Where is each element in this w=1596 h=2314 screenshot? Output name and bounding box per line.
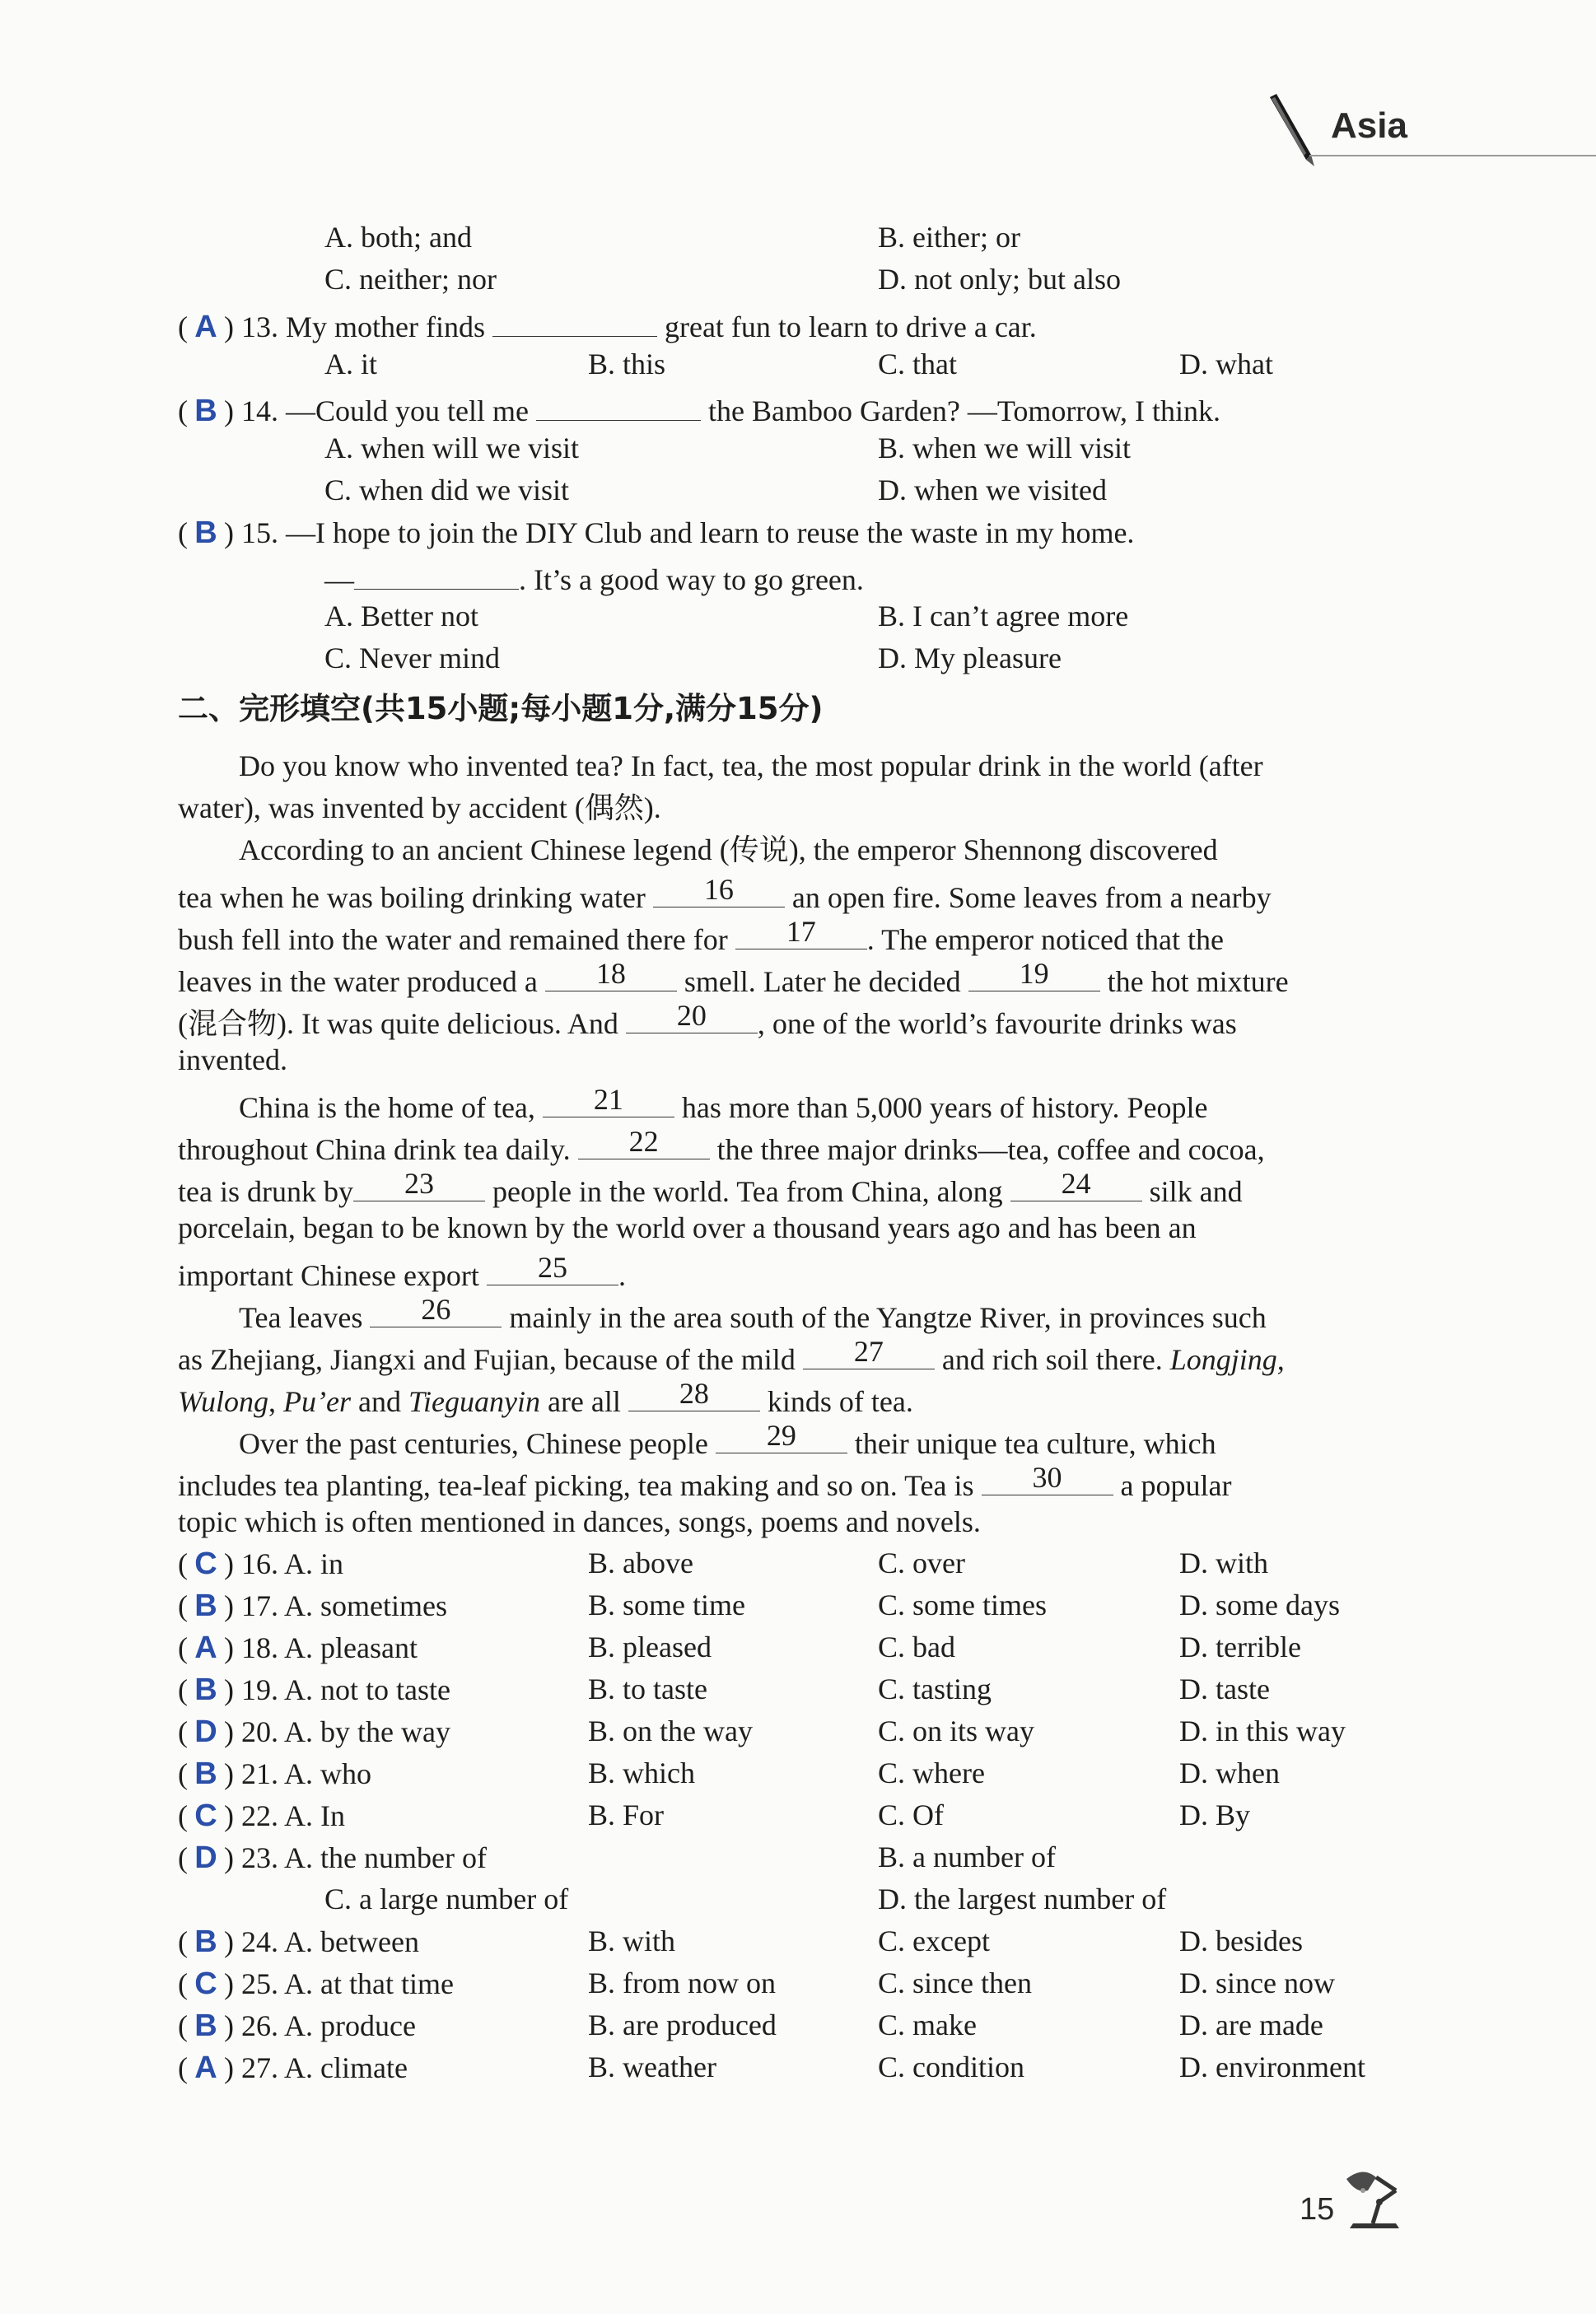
answer-mark: B	[194, 394, 217, 428]
q15-option-b: B. I can’t agree more	[878, 599, 1129, 632]
pen-icon	[1260, 91, 1334, 173]
cloze-blank: 26	[370, 1297, 502, 1327]
cloze-blank: 22	[578, 1129, 710, 1159]
cloze-blank: 28	[628, 1381, 760, 1411]
cloze-blank: 29	[716, 1423, 847, 1453]
cloze-option-a: A. produce	[284, 2009, 416, 2042]
q14-option-d: D. when we visited	[878, 474, 1107, 506]
passage-line: leaves in the water produced a 18 smell. Later he decided 19 the hot mixture	[178, 957, 1289, 998]
cloze-blank: 18	[545, 961, 677, 991]
answer-mark: D	[194, 1840, 217, 1875]
answer-mark: D	[194, 1715, 217, 1749]
cloze-option-c: C. on its way	[878, 1715, 1035, 1747]
cloze-blank: 25	[487, 1255, 618, 1285]
cloze-option-b: B. are produced	[588, 2008, 777, 2041]
question-14: ( B ) 14. —Could you tell me the Bamboo Garden? —Tomorrow, I think.	[178, 390, 1220, 427]
cloze-option-d: D. By	[1179, 1798, 1251, 1831]
section-title: 二、完形填空(共15小题;每小题1分,满分15分)	[178, 691, 824, 726]
answer-mark: C	[194, 1547, 217, 1581]
cloze-option-d: D. are made	[1179, 2008, 1323, 2041]
cloze-blank: 27	[803, 1339, 935, 1369]
passage-line: as Zhejiang, Jiangxi and Fujian, because of the mild 27 and rich soil there. Longjing,	[178, 1335, 1285, 1376]
cloze-question-23: ( D ) 23. A. the number of	[178, 1840, 487, 1875]
passage-line: water), was invented by accident (偶然).	[178, 791, 661, 824]
q14-option-b: B. when we will visit	[878, 432, 1131, 464]
answer-mark: C	[194, 1798, 217, 1833]
cloze-option-c: C. since then	[878, 1966, 1032, 1999]
cloze-option-b: B. some time	[588, 1589, 745, 1621]
cloze-option-d: D. besides	[1179, 1924, 1303, 1957]
passage-line: tea is drunk by 23 people in the world. Tea from China, along 24 silk and	[178, 1167, 1243, 1208]
q14-option-c: C. when did we visit	[324, 474, 569, 506]
passage-line: important Chinese export 25 .	[178, 1251, 626, 1292]
cloze-option-b: B. For	[588, 1798, 665, 1831]
cloze-option-a: A. In	[284, 1799, 346, 1832]
cloze-question-19: ( B ) 19. A. not to taste	[178, 1673, 450, 1707]
q13-option-a: A. it	[324, 348, 378, 380]
passage-line: China is the home of tea, 21 has more than 5,000 years of history. People	[239, 1083, 1208, 1124]
cloze-option-b: B. a number of	[878, 1840, 1056, 1873]
header-rule	[1309, 155, 1596, 156]
answer-mark: A	[194, 1631, 217, 1665]
q13-option-d: D. what	[1179, 348, 1273, 380]
passage-line: porcelain, began to be known by the world over a thousand years ago and has been an	[178, 1211, 1197, 1244]
q14-option-a: A. when will we visit	[324, 432, 579, 464]
q13-option-b: B. this	[588, 348, 666, 380]
question-15-line2: — . It’s a good way to go green.	[324, 559, 864, 595]
cloze-option-a: A. pleasant	[284, 1631, 418, 1664]
cloze-option-c: C. condition	[878, 2050, 1024, 2083]
cloze-question-21: ( B ) 21. A. who	[178, 1756, 372, 1791]
question-13: ( A ) 13. My mother finds great fun to learn to drive a car.	[178, 306, 1037, 343]
passage-line: According to an ancient Chinese legend (传说), the emperor Shennong discovered	[239, 833, 1218, 866]
cloze-question-26: ( B ) 26. A. produce	[178, 2008, 416, 2043]
passage-line: throughout China drink tea daily. 22 the three major drinks—tea, coffee and cocoa,	[178, 1125, 1265, 1166]
cloze-option-b: B. to taste	[588, 1673, 707, 1705]
q12-option-d: D. not only; but also	[878, 263, 1121, 296]
desk-lamp-icon	[1338, 2166, 1412, 2232]
cloze-option-d: D. since now	[1179, 1966, 1335, 1999]
cloze-blank: 17	[735, 919, 867, 949]
q15-option-a: A. Better not	[324, 599, 478, 632]
cloze-option-b: B. weather	[588, 2050, 716, 2083]
answer-mark: B	[194, 1756, 217, 1791]
cloze-option-a: A. between	[284, 1925, 419, 1958]
cloze-option-a: A. by the way	[284, 1715, 450, 1748]
answer-mark: B	[194, 1673, 217, 1707]
answer-blank	[492, 306, 657, 337]
answer-mark: B	[194, 1589, 217, 1623]
cloze-option-d: D. taste	[1179, 1673, 1270, 1705]
cloze-option-c: C. make	[878, 2008, 977, 2041]
cloze-option-a: A. sometimes	[284, 1589, 447, 1622]
cloze-option-d: D. with	[1179, 1547, 1268, 1579]
cloze-question-22: ( C ) 22. A. In	[178, 1798, 346, 1833]
cloze-question-16: ( C ) 16. A. in	[178, 1547, 344, 1581]
passage-line: tea when he was boiling drinking water 16 an open fire. Some leaves from a nearby	[178, 873, 1272, 914]
page-number: 15	[1300, 2192, 1335, 2227]
cloze-blank: 24	[1010, 1171, 1142, 1201]
cloze-option-b: B. above	[588, 1547, 693, 1579]
cloze-option-b: B. on the way	[588, 1715, 753, 1747]
cloze-option-c: C. Of	[878, 1798, 944, 1831]
answer-mark: B	[194, 1924, 217, 1959]
answer-mark: C	[194, 1966, 217, 2001]
cloze-blank: 30	[982, 1465, 1113, 1495]
unit-title: Asia	[1331, 105, 1407, 146]
answer-mark: B	[194, 516, 217, 550]
cloze-option-b: B. with	[588, 1924, 676, 1957]
cloze-option-c: C. where	[878, 1756, 985, 1789]
passage-line: includes tea planting, tea-leaf picking, tea making and so on. Tea is 30 a popular	[178, 1461, 1232, 1502]
passage-line: bush fell into the water and remained there for 17 . The emperor noticed that the	[178, 915, 1224, 956]
cloze-option-b: B. pleased	[588, 1631, 712, 1663]
cloze-blank: 23	[353, 1171, 485, 1201]
passage-line: Wulong, Pu’er and Tieguanyin are all 28 kinds of tea.	[178, 1377, 913, 1418]
cloze-question-17: ( B ) 17. A. sometimes	[178, 1589, 447, 1623]
answer-blank	[536, 390, 701, 421]
cloze-option-a: A. the number of	[284, 1841, 487, 1874]
question-15: ( B ) 15. —I hope to join the DIY Club and learn to reuse the waste in my home.	[178, 516, 1135, 550]
cloze-option-a: A. climate	[284, 2051, 408, 2084]
passage-line: topic which is often mentioned in dances, songs, poems and novels.	[178, 1505, 981, 1538]
cloze-option-c: C. except	[878, 1924, 990, 1957]
cloze-option-c: C. bad	[878, 1631, 955, 1663]
cloze-option-c: C. some times	[878, 1589, 1047, 1621]
cloze-option-a: A. not to taste	[284, 1673, 450, 1706]
passage-line: invented.	[178, 1043, 287, 1076]
q12-option-c: C. neither; nor	[324, 263, 497, 296]
cloze-option-d: D. terrible	[1179, 1631, 1301, 1663]
cloze-option-d: D. in this way	[1179, 1715, 1346, 1747]
passage-line: Over the past centuries, Chinese people 29 their unique tea culture, which	[239, 1419, 1216, 1460]
cloze-question-20: ( D ) 20. A. by the way	[178, 1715, 450, 1749]
passage-line: (混合物). It was quite delicious. And 20 , one of the world’s favourite drinks was	[178, 999, 1237, 1040]
cloze-question-27: ( A ) 27. A. climate	[178, 2050, 408, 2085]
q12-option-a: A. both; and	[324, 221, 472, 254]
passage-line: Tea leaves 26 mainly in the area south of the Yangtze River, in provinces such	[239, 1293, 1267, 1334]
cloze-option-a: A. at that time	[284, 1967, 454, 2000]
passage-line: Do you know who invented tea? In fact, tea, the most popular drink in the world (after	[239, 749, 1263, 782]
cloze-option-c: C. tasting	[878, 1673, 992, 1705]
cloze-blank: 16	[653, 877, 785, 907]
cloze-question-18: ( A ) 18. A. pleasant	[178, 1631, 418, 1665]
q12-option-b: B. either; or	[878, 221, 1020, 254]
cloze-question-25: ( C ) 25. A. at that time	[178, 1966, 454, 2001]
answer-mark: B	[194, 2008, 217, 2043]
answer-blank	[354, 559, 519, 590]
cloze-option-d: D. environment	[1179, 2050, 1365, 2083]
cloze-option-c: C. over	[878, 1547, 965, 1579]
cloze-blank: 20	[626, 1003, 758, 1033]
answer-mark: A	[194, 2050, 217, 2085]
cloze-option-b: B. from now on	[588, 1966, 776, 1999]
q15-option-d: D. My pleasure	[878, 641, 1062, 674]
q15-option-c: C. Never mind	[324, 641, 500, 674]
cloze-option-d: D. when	[1179, 1756, 1280, 1789]
cloze-blank: 19	[968, 961, 1100, 991]
cloze-option-a: A. in	[284, 1547, 344, 1580]
q13-option-c: C. that	[878, 348, 957, 380]
cloze-option-c: C. a large number of	[324, 1882, 569, 1915]
cloze-option-d: D. some days	[1179, 1589, 1340, 1621]
cloze-question-24: ( B ) 24. A. between	[178, 1924, 419, 1959]
cloze-option-b: B. which	[588, 1756, 695, 1789]
cloze-option-a: A. who	[284, 1757, 372, 1790]
answer-mark: A	[194, 310, 217, 344]
cloze-option-d: D. the largest number of	[878, 1882, 1167, 1915]
cloze-blank: 21	[543, 1087, 674, 1117]
